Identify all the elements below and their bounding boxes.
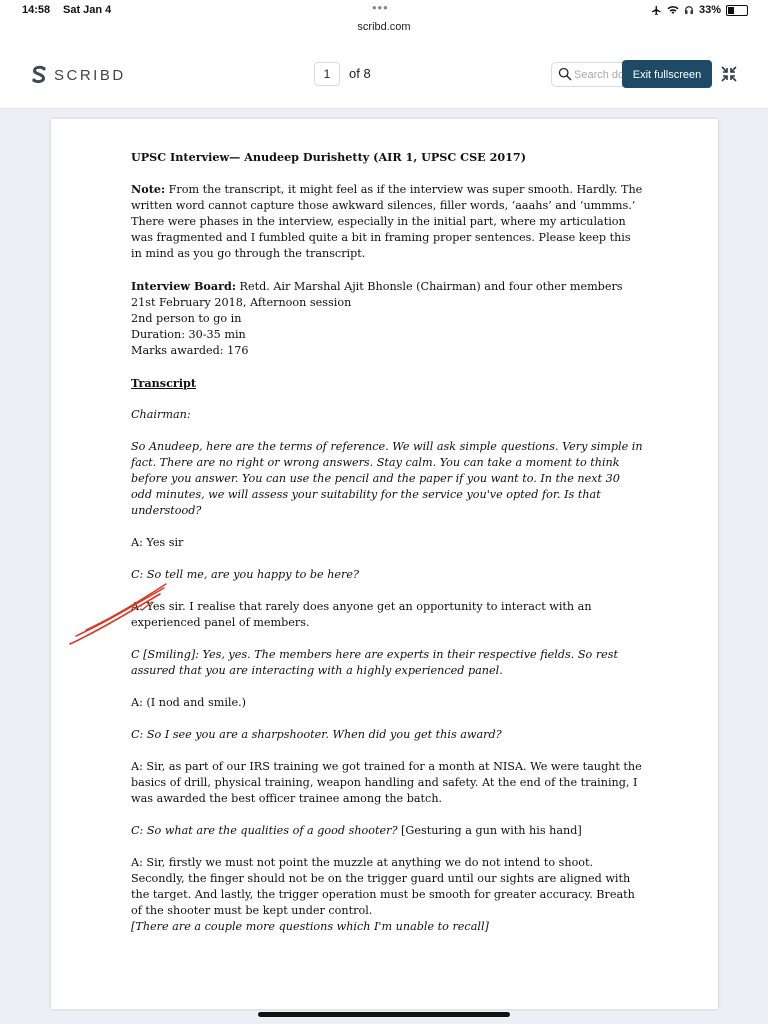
answer-3: A: (I nod and smile.): [131, 696, 247, 709]
document-title: UPSC Interview— Anudeep Durishetty (AIR 1, UPSC CSE 2017): [131, 150, 527, 164]
question-4: C: So I see you are a sharpshooter. When did you get this award?: [131, 728, 502, 741]
document-page: [51, 119, 718, 1009]
status-time: 14:58: [22, 4, 51, 16]
pen-annotation: [66, 580, 176, 650]
question-5: [131, 823, 643, 839]
board-line: [131, 278, 643, 295]
page-number-input[interactable]: 1: [314, 62, 340, 86]
battery-level: [728, 7, 734, 14]
document-body: [131, 149, 643, 935]
note-text: From the transcript, it might feel as if the interview was super smooth. Hardly. The written word cannot capture those awkward silences, filler words, ‘aaahs’ and ‘ummms.’ There were phases in the interview, especially in the initial part, where my articulation was fragmented and I fumbled quite a bit in framing proper sentences. Please keep this in mind as you go through the transcript.: [131, 183, 643, 260]
collapse-icon[interactable]: [721, 66, 737, 82]
url-text[interactable]: scribd.com: [357, 21, 411, 33]
exit-fullscreen-button[interactable]: Exit fullscreen: [622, 60, 712, 88]
question-3: C [Smiling]: Yes, yes. The members here are experts in their respective fields. So rest assured that you are interacting with a highly experienced panel.: [131, 648, 619, 677]
scribd-logo-icon: [30, 64, 48, 86]
page-total: of 8: [349, 66, 371, 81]
headphones-icon: [684, 5, 694, 15]
answer-4: A: Sir, as part of our IRS training we got trained for a month at NISA. We were taught the basics of drill, physical training, weapon handling and safety. At the end of the training, I was awarded the best officer trainee among the batch.: [131, 760, 642, 805]
answer-5-note: [There are a couple more questions which I'm unable to recall]: [131, 920, 489, 933]
search-icon[interactable]: [558, 67, 572, 81]
scribd-logo-text: SCRIBD: [54, 66, 126, 84]
question-2: C: So tell me, are you happy to be here?: [131, 568, 360, 581]
search-input[interactable]: [574, 63, 626, 86]
search-box[interactable]: [551, 62, 627, 87]
wifi-icon: [667, 5, 679, 15]
reader-toolbar: [0, 40, 768, 109]
battery-icon: [726, 5, 748, 16]
person-line: 2nd person to go in: [131, 312, 242, 325]
question-1: So Anudeep, here are the terms of reference. We will ask simple questions. Very simple in fact. There are no right or wrong answers. Stay calm. You can take a moment to think before you answer. You can use the pencil and the paper if you want to. In the next 30 odd minutes, we will assess your suitability for the service you've opted for. Is that understood?: [131, 440, 643, 517]
status-indicators: [651, 4, 748, 16]
question-5-note: [Gesturing a gun with his hand]: [397, 824, 582, 837]
battery-percent: 33%: [698, 4, 721, 16]
note-label: Note:: [131, 182, 166, 196]
board-text: Retd. Air Marshal Ajit Bhonsle (Chairman) and four other members: [235, 280, 623, 293]
answer-5: A: Sir, firstly we must not point the muzzle at anything we do not intend to shoot. Secondly, the finger should not be on the trigger guard until our sights are aligned with the target. And lastly, the trigger operation must be smooth for greater accuracy. Breath of the shooter must be kept under control.: [131, 856, 635, 917]
answer-1: A: Yes sir: [131, 536, 184, 549]
transcript-heading: Transcript: [131, 376, 197, 390]
status-date: Sat Jan 4: [63, 4, 112, 16]
scribd-logo[interactable]: [30, 64, 126, 86]
duration-line: Duration: 30-35 min: [131, 328, 246, 341]
chairman-label: Chairman:: [131, 408, 191, 421]
marks-line: Marks awarded: 176: [131, 344, 249, 357]
answer-2: A: Yes sir. I realise that rarely does anyone get an opportunity to interact with an experienced panel of members.: [131, 600, 592, 629]
multitasking-dots-icon[interactable]: •••: [372, 0, 389, 15]
airplane-icon: [651, 5, 662, 16]
board-label: Interview Board:: [131, 279, 236, 293]
question-5-text: C: So what are the qualities of a good shooter?: [131, 824, 398, 837]
address-bar[interactable]: [0, 18, 768, 40]
note-paragraph: [131, 181, 643, 262]
date-line: 21st February 2018, Afternoon session: [131, 296, 352, 309]
home-indicator[interactable]: [258, 1012, 510, 1017]
